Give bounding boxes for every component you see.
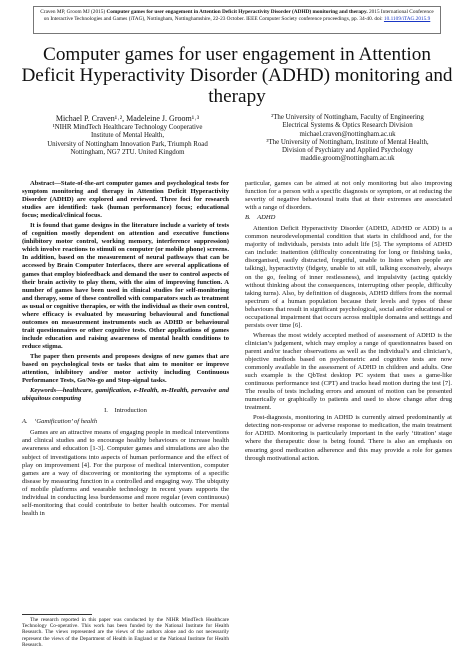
- citation-doi-link[interactable]: 10.1109/iTAG.2015.9: [383, 15, 431, 22]
- body-paragraph: Games are an attractive means of engaging people in medical interventions and clinical studies and to encourage healthy behaviours or increase health awareness and education [1-3]. Computer games and simulations are also the subject of investigations into aspects of human performance and the effect of play on improvement [4]. For the purpose of medical intervention, computer games are a way of discovering or monitoring the symptoms of a specific disease by measuring function in a controlled and engaging way. The ubiquity of mobile platforms and wearable technology in recent years supports the individual in conducting less burdensome and more regular (even continuous) self-monitoring that could contribute to better health outcomes. For mental health in: [22, 429, 229, 517]
- footnote-text: The research reported in this paper was conducted by the NIHR MindTech Healthcare Technology Co-operative. This work has been funded by the National Institute for Health Research. The views represented are the views of the authors alone and do not necessarily represent the views of the Department of Health in England or the National Institute for Health Research.: [22, 617, 229, 648]
- body-paragraph: Whereas the most widely accepted method of assessment of ADHD is the clinician’s judgement, which may employ a range of questionnaires based on parent and/or teacher observations as well as the individual’s and clinician’s, objective methods based on psychometric and cognitive tests are now commonly available in the assessment of ADHD in children and adults. One such example is the QbTest desktop PC system that uses a game-like continuous performance test (CPT) and tracks head motion during the test [7]. The results of tests including errors and amount of motion can be presented numerically or graphically to patients and used to show change after drug treatment.: [245, 331, 452, 412]
- affiliation-line: University of Nottingham Innovation Park, Triumph Road: [47, 140, 208, 148]
- keywords: Keywords—healthcare, gamification, e-Health, m-Health, pervasive and ubiquitous computing: [22, 387, 229, 403]
- citation-title: Computer games for user engagement in Attention Deficit Hyperactivity Disorder (ADHD) monitoring and therapy.: [106, 9, 368, 15]
- author-email[interactable]: maddie.groom@nottingham.ac.uk: [300, 155, 395, 163]
- footnote: [22, 614, 229, 648]
- affiliation-line: ²The University of Nottingham, Faculty of Engineering: [271, 114, 424, 121]
- citation-venue: 2015 International Conference on Interactive Technologies and Games (iTAG), Nottingham, Nottinghamshire, 22-23 October. IEEE Computer Society conference proceedings, pp. 34-40.: [43, 9, 434, 22]
- section-heading: I. Introduction: [104, 407, 147, 415]
- abstract-paragraph: It is found that game designs in the literature include a variety of tests of cognition mostly dependent on attention and executive functions (inhibitory motor control, working memory, interference suppression) which involve reactions to stimuli on computer (or mobile phone) screens. In addition, based on the measurement of neural pathways that can be accessed by Brain Computer Interfaces, there are several applications of games that employ biofeedback and demand the user to control aspects of their brain activity to play them, with the aim of improving function. A number of games have been used in clinical studies for self-monitoring and therapy, some of these controlled with comparators such as treatment as usual or cognitive therapies, or with the individual as their own control, where efficacy is evaluated by measuring behavioural and functional outcomes on measurement instruments such as ADHD or behavioural trait questionnaires or other cognitive tests. Other applications of games include education and raising awareness of mental health conditions to reduce stigma.: [22, 222, 229, 350]
- affiliation-line: Nottingham, NG7 2TU. United Kingdom: [70, 148, 185, 156]
- affiliation-line: ³The University of Nottingham, Institute of Mental Health,: [266, 138, 429, 146]
- citation-authors: Craven MP, Groom MJ (2015): [40, 9, 106, 15]
- affiliation-line: Division of Psychiatry and Applied Psychology: [281, 147, 414, 155]
- subsection-heading: A. ‘Gamification’ of health: [22, 418, 98, 426]
- paper-title: Computer games for user engagement in Attention Deficit Hyperactivity Disorder (ADHD) monitoring and therapy: [21, 44, 453, 107]
- affiliation-line: ¹NIHR MindTech Healthcare Technology Cooperative: [52, 124, 203, 131]
- body-paragraph: Post-diagnosis, monitoring in ADHD is currently aimed predominantly at detecting non-response or adverse response to medication, the main treatment for ADHD. Monitoring is particularly important in the early ‘titration’ stage where the therapeutic dose is being found. There is also an emphasis on ensuring good medication adherence and this may provide a role for games through motivational action.: [245, 414, 452, 462]
- abstract-paragraph: Abstract—State-of-the-art computer games and psychological tests for symptom monitoring and therapy in Attention Deficit Hyperactivity Disorder (ADHD) are explored and reviewed. Three foci for research studies are identified: task (human performance) focus; educational focus; medical/clinical focus.: [22, 180, 229, 220]
- body-paragraph: Attention Deficit Hyperactivity Disorder (ADHD, AD/HD or ADD) is a common neurodevelopmental condition that starts in childhood and, for the majority of individuals, persists into adult life [5]. The symptoms of ADHD can include: inattention (difficulty concentrating for long or finishing tasks, disorganised, easily distracted, forgetful, unable to listen when people are talking), hyperactivity (fidgety, unable to sit still, talking excessively, always on the go, feeling of inner restlessness), and impulsivity (acting quickly without thinking about the consequences, interrupting other people, difficulty taking turns). Also, by definition of diagnosis, ADHD differs from the normal spectrum of a human population because their levels and types of these behaviours that result in significant psychological, social and/or educational or occupational impairment that occurs across multiple domains and settings and persists over time [6].: [245, 225, 452, 329]
- left-column: [22, 180, 229, 520]
- author-block-left: [20, 114, 235, 157]
- citation-box: [33, 6, 441, 34]
- author-block-right: [240, 114, 455, 164]
- subsection-heading: B. ADHD: [245, 214, 276, 222]
- author-names: Michael P. Craven¹˒², Madeleine J. Groom¹˒³: [55, 114, 200, 123]
- affiliation-line: Electrical Systems & Optics Research Division: [282, 122, 413, 130]
- right-column: [245, 180, 452, 465]
- abstract-paragraph: The paper then presents and proposes designs of new games that are based on psychological tests or tasks that aim to monitor or improve attention, inhibitory and/or motor activity including Continuous Performance Tests, Go/No-go and Stop-signal tasks.: [22, 352, 229, 385]
- body-paragraph: particular, games can be aimed at not only monitoring but also improving function for a person with a specific diagnosis or symptom, or at reducing the severity of negative behavioural traits that at their extremes are associated with a range of disorders.: [245, 180, 452, 212]
- footnote-rule: [22, 614, 92, 615]
- author-email[interactable]: michael.craven@nottingham.ac.uk: [299, 130, 396, 138]
- affiliation-line: Institute of Mental Health,: [90, 132, 165, 140]
- citation-doi-prefix: doi:: [374, 15, 383, 22]
